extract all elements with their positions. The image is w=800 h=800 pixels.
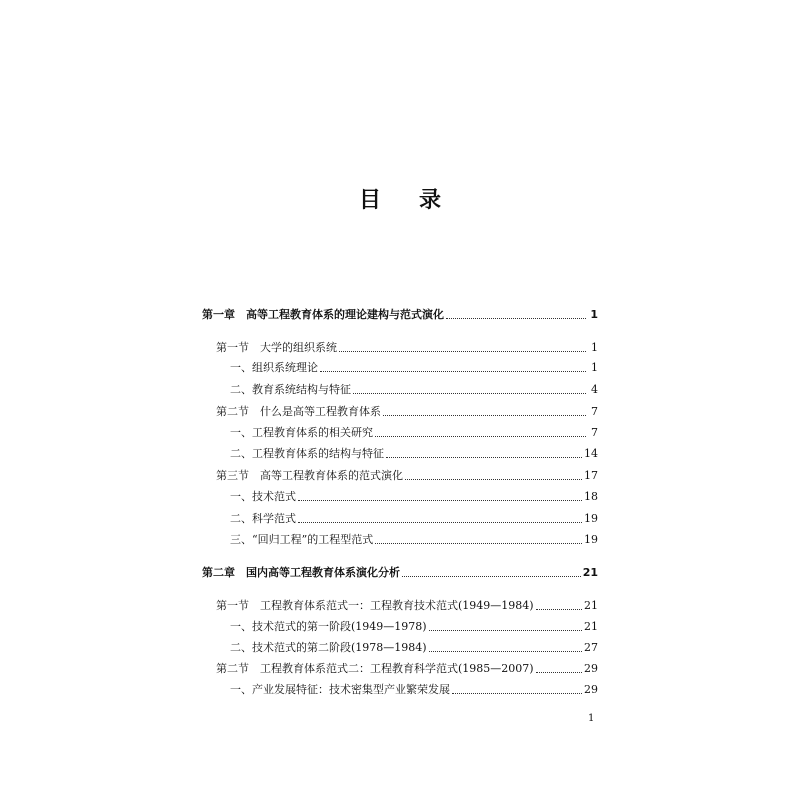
toc-entry-label: 第二节 工程教育体系范式二：工程教育科学范式(1985—2007): [216, 662, 534, 675]
toc-entry-label: 二、技术范式的第二阶段(1978—1984): [230, 641, 427, 654]
toc-entry-label: 二、科学范式: [230, 512, 296, 525]
toc-entry-page: 1: [591, 341, 598, 354]
toc-entry-page: 7: [591, 426, 598, 439]
toc-entry-item: [202, 357, 598, 375]
toc-entry-label: 一、组织系统理论: [230, 361, 318, 374]
dot-leader: [402, 575, 581, 577]
toc-entry-label: 第一章 高等工程教育体系的理论建构与范式演化: [202, 308, 444, 321]
dot-leader: [536, 671, 582, 673]
toc-entry-section: [202, 658, 598, 676]
toc-entry-label: 二、教育系统结构与特征: [230, 383, 351, 396]
toc-entry-label: 一、技术范式: [230, 490, 296, 503]
toc-entry-item: [202, 486, 598, 504]
toc-entry-page: 14: [584, 447, 598, 460]
dot-leader: [298, 521, 582, 523]
toc-entry-page: 19: [584, 512, 598, 525]
title-char-2: 录: [419, 187, 442, 213]
toc-entry-chapter: [202, 562, 598, 580]
dot-leader: [353, 392, 586, 394]
dot-leader: [429, 650, 582, 652]
toc-title: [0, 183, 800, 214]
toc-entry-page: 21: [584, 599, 598, 612]
toc-entry-page: 21: [584, 620, 598, 633]
toc-entry-label: 第三节 高等工程教育体系的范式演化: [216, 469, 403, 482]
toc-entry-section: [202, 465, 598, 483]
toc-entry-label: 第一节 大学的组织系统: [216, 341, 337, 354]
toc-entry-section: [202, 401, 598, 419]
dot-leader: [446, 317, 586, 319]
dot-leader: [429, 629, 582, 631]
toc-entry-item: [202, 443, 598, 461]
toc-entry-label: 三、“回归工程”的工程型范式: [230, 533, 374, 546]
toc-entry-label: 第一节 工程教育体系范式一：工程教育技术范式(1949—1984): [216, 599, 534, 612]
toc-entry-page: 29: [584, 662, 598, 675]
toc-entry-item: [202, 637, 598, 655]
toc-entry-label: 一、工程教育体系的相关研究: [230, 426, 373, 439]
toc-entry-page: 17: [584, 469, 598, 482]
toc-entry-item: [202, 508, 598, 526]
toc-entry-label: 第二章 国内高等工程教育体系演化分析: [202, 566, 400, 579]
toc-entry-section: [202, 595, 598, 613]
toc-entry-item: [202, 422, 598, 440]
toc-entry-item: [202, 679, 598, 697]
toc-entry-label: 一、产业发展特征：技术密集型产业繁荣发展: [230, 683, 450, 696]
dot-leader: [386, 456, 582, 458]
toc-entry-page: 1: [590, 308, 598, 321]
toc-entry-page: 1: [591, 361, 598, 374]
toc-entry-page: 27: [584, 641, 598, 654]
toc-entry-section: [202, 337, 598, 355]
dot-leader: [536, 608, 582, 610]
toc-entry-label: 第二节 什么是高等工程教育体系: [216, 405, 381, 418]
dot-leader: [320, 370, 586, 372]
dot-leader: [339, 350, 586, 352]
dot-leader: [405, 478, 582, 480]
toc-entry-chapter: [202, 304, 598, 322]
dot-leader: [375, 542, 582, 544]
toc-entry-page: 21: [582, 566, 598, 579]
toc-entry-page: 18: [584, 490, 598, 503]
dot-leader: [375, 435, 586, 437]
toc-entry-item: [202, 616, 598, 634]
dot-leader: [383, 414, 586, 416]
toc-entry-label: 二、工程教育体系的结构与特征: [230, 447, 384, 460]
dot-leader: [452, 692, 582, 694]
toc-entry-page: 29: [584, 683, 598, 696]
toc-entry-item: [202, 379, 598, 397]
toc-entry-page: 4: [591, 383, 598, 396]
toc-entry-label: 一、技术范式的第一阶段(1949—1978): [230, 620, 427, 633]
toc-entry-page: 19: [584, 533, 598, 546]
page-number: 1: [588, 713, 595, 724]
dot-leader: [298, 499, 582, 501]
toc-entry-item: [202, 529, 598, 547]
toc-entry-page: 7: [591, 405, 598, 418]
title-char-1: 目: [358, 187, 381, 213]
